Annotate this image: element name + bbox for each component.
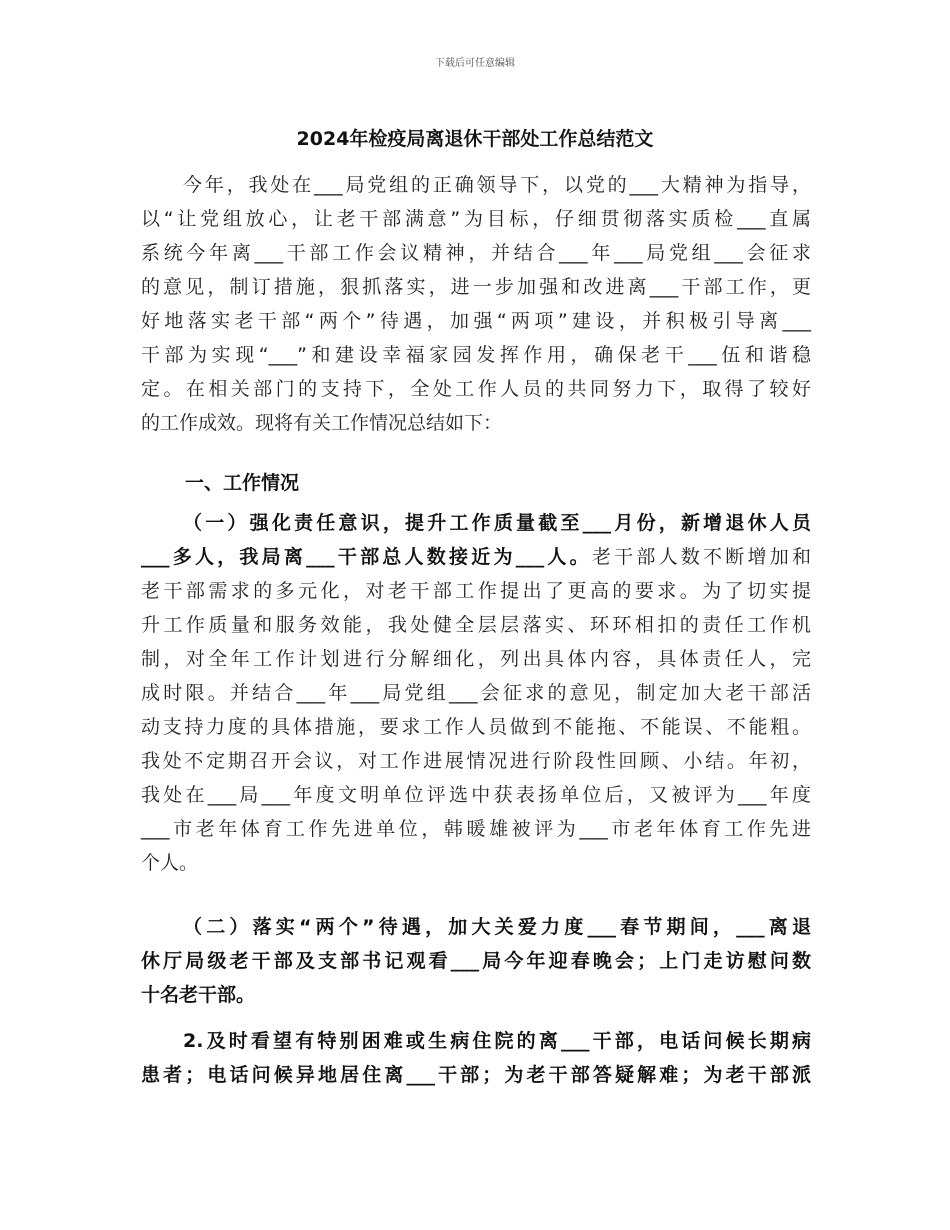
paragraph-line: 制，对全年工作计划进行分解细化，列出具体内容，具体责任人，完 xyxy=(141,648,811,670)
paragraph-line: 我处在___局___年度文明单位评选中获表扬单位后，又被评为___年度 xyxy=(141,784,811,806)
paragraph-line: 我处不定期召开会议，对工作进展情况进行阶段性回顾、小结。年初， xyxy=(141,750,811,772)
paragraph-line: 的意见，制订措施，狠抓落实，进一步加强和改进离___干部工作，更 xyxy=(141,276,811,298)
paragraph-line: 好地落实老干部“两个”待遇，加强“两项”建设，并积极引导离___ xyxy=(141,310,811,332)
paragraph-line: 系统今年离___干部工作会议精神，并结合___年___局党组___会征求 xyxy=(141,242,811,264)
paragraph-line: 定。在相关部门的支持下，全处工作人员的共同努力下，取得了较好 xyxy=(141,378,811,400)
paragraph-line: ___市老年体育工作先进单位，韩暖雄被评为___市老年体育工作先进 xyxy=(141,818,811,840)
paragraph-line: 动支持力度的具体措施，要求工作人员做到不能拖、不能误、不能粗。 xyxy=(141,716,811,738)
paragraph-line: （一）强化责任意识，提升工作质量截至___月份，新增退休人员 xyxy=(183,512,811,534)
paragraph-two-treatments xyxy=(141,910,811,1012)
bold-fragment: ___多人，我局离___干部总人数接近为___人。 xyxy=(141,546,592,568)
paragraph-intro xyxy=(141,168,811,440)
paragraph-responsibility xyxy=(141,506,811,880)
header-note: 下载后可任意编辑 xyxy=(435,58,515,69)
paragraph-line: 患者；电话问候异地居住离___干部；为老干部答疑解难；为老干部派 xyxy=(141,1064,811,1086)
paragraph-line: 今年，我处在___局党组的正确领导下，以党的___大精神为指导， xyxy=(183,174,811,196)
paragraph-line: 以“让党组放心，让老干部满意”为目标，仔细贯彻落实质检___直属 xyxy=(141,208,811,230)
paragraph-line: 成时限。并结合___年___局党组___会征求的意见，制定加大老干部活 xyxy=(141,682,811,704)
text-fragment: 老干部人数不断增加和 xyxy=(591,546,811,568)
paragraph-line: 休厅局级老干部及支部书记观看___局今年迎春晚会；上门走访慰问数 xyxy=(141,950,811,972)
paragraph-visits xyxy=(141,1024,811,1092)
document-title: 2024年检疫局离退休干部处工作总结范文 xyxy=(296,128,654,150)
paragraph-line: （二）落实“两个”待遇，加大关爱力度___春节期间，___离退 xyxy=(183,916,811,938)
paragraph-line: 个人。 xyxy=(141,852,199,874)
paragraph-line xyxy=(141,540,811,574)
paragraph-line: 2.及时看望有特别困难或生病住院的离___干部，电话问候长期病 xyxy=(183,1030,811,1052)
paragraph-line: 的工作成效。现将有关工作情况总结如下： xyxy=(141,412,503,434)
paragraph-line: 十名老干部。 xyxy=(141,984,256,1006)
paragraph-line: 升工作质量和服务效能，我处健全层层落实、环环相扣的责任工作机 xyxy=(141,614,811,636)
paragraph-line: 干部为实现“___”和建设幸福家园发挥作用，确保老干___伍和谐稳 xyxy=(141,344,811,366)
paragraph-line: 老干部需求的多元化，对老干部工作提出了更高的要求。为了切实提 xyxy=(141,580,811,602)
section-heading: 一、工作情况 xyxy=(185,472,300,494)
